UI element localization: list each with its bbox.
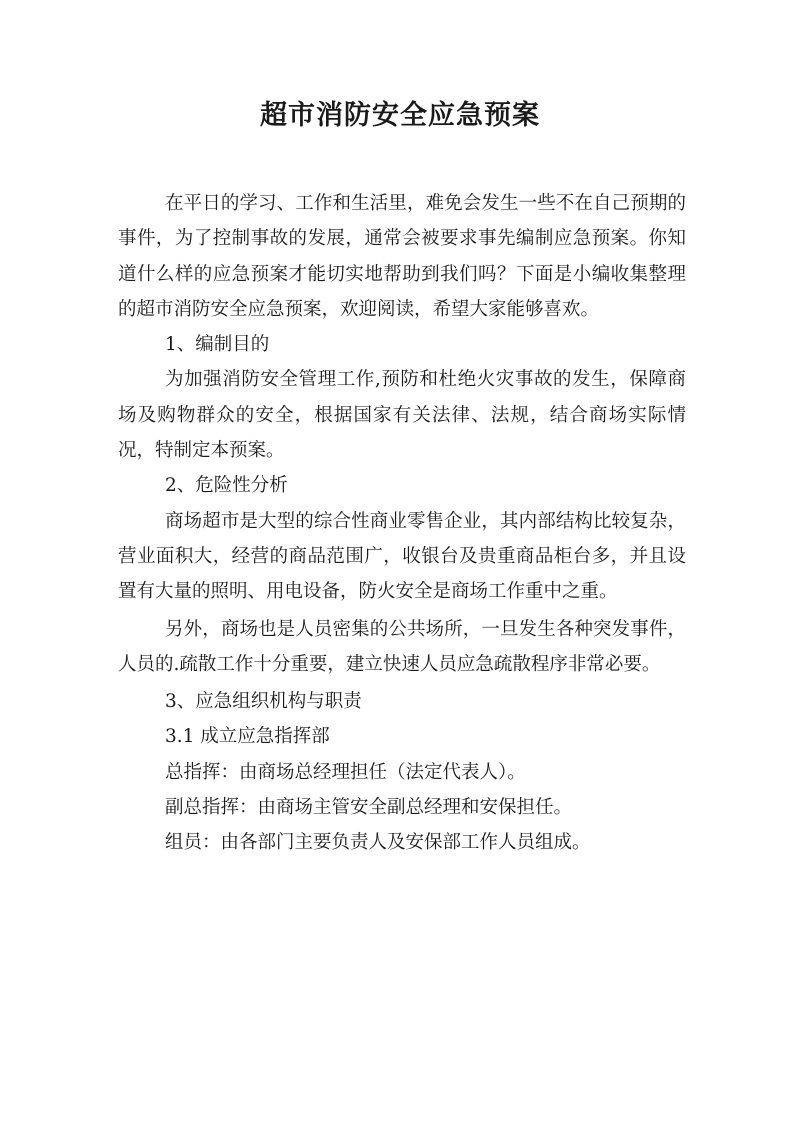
section-heading-purpose: 1、编制目的 — [165, 334, 270, 356]
document-title: 超市消防安全应急预案 — [260, 100, 540, 131]
commander-line: 总指挥：由商场总经理担任（法定代表人）。 — [165, 761, 526, 783]
risk-paragraph: 商场超市是大型的综合性商业零售企业，其内部结构比较复杂，营业面积大，经营的商品范围广，收银台及贵重商品柜台多，并且设置有大量的照明、用电设备，防火安全是商场工作重中之重。 — [118, 510, 686, 603]
section-heading-organization: 3、应急组织机构与职责 — [165, 691, 362, 713]
purpose-paragraph: 为加强消防安全管理工作,预防和杜绝火灾事故的发生，保障商场及购物群众的安全，根据国家有关法律、法规，结合商场实际情况，特制定本预案。 — [118, 369, 686, 462]
section-heading-risk: 2、危险性分析 — [165, 475, 288, 497]
evacuation-paragraph: 另外，商场也是人员密集的公共场所，一旦发生各种突发事件，人员的.疏散工作十分重要，建立快速人员应急疏散程序非常必要。 — [118, 618, 686, 675]
members-line: 组员：由各部门主要负责人及安保部工作人员组成。 — [165, 832, 591, 854]
intro-paragraph: 在平日的学习、工作和生活里，难免会发生一些不在自己预期的事件，为了控制事故的发展，通常会被要求事先编制应急预案。你知道什么样的应急预案才能切实地帮助到我们吗？下面是小编收集整理的超市消防安全应急预案，欢迎阅读，希望大家能够喜欢。 — [118, 193, 686, 320]
document-body — [118, 186, 686, 861]
deputy-commander-line: 副总指挥：由商场主管安全副总经理和安保担任。 — [165, 797, 573, 819]
subsection-heading-command: 3.1 成立应急指挥部 — [165, 726, 330, 748]
